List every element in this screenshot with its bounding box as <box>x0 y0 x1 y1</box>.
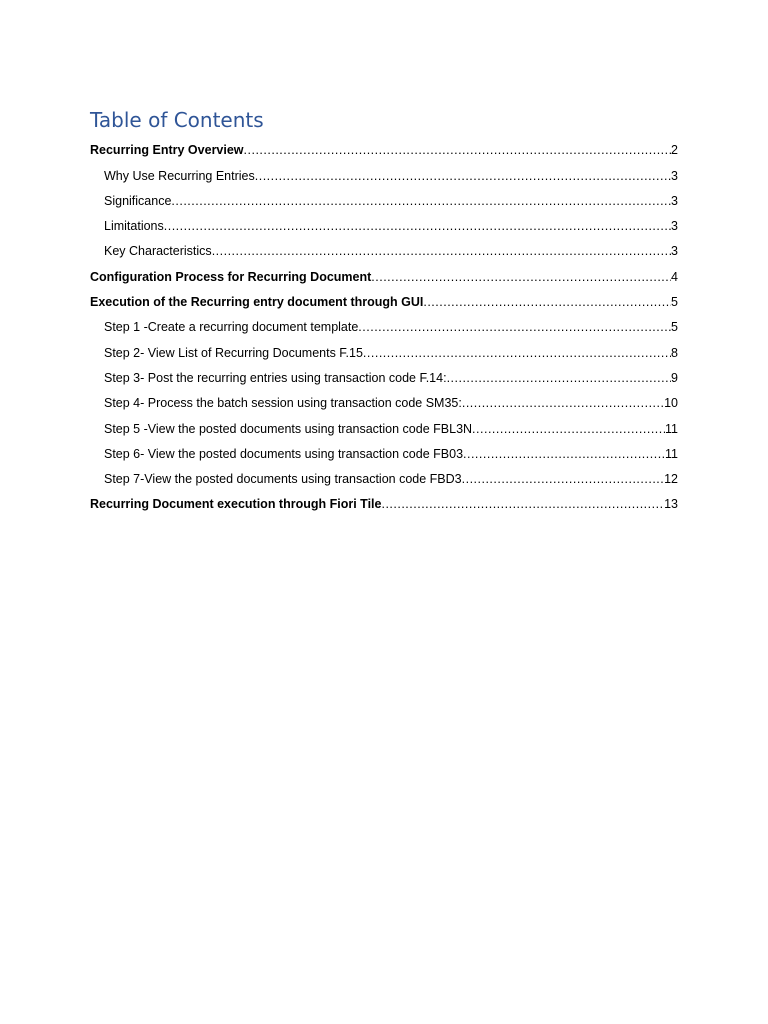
toc-entry-execution-through-gui[interactable] <box>90 286 678 311</box>
toc-entry-key-characteristics[interactable] <box>90 235 678 260</box>
toc-page-number: 3 <box>671 244 678 259</box>
toc-dot-leader <box>381 495 664 513</box>
toc-entry-label: Why Use Recurring Entries <box>104 168 255 183</box>
toc-entry-label: Execution of the Recurring entry document through GUI <box>90 295 424 310</box>
toc-dot-leader <box>447 369 671 387</box>
toc-dot-leader <box>212 242 671 260</box>
toc-heading: Table of Contents <box>90 108 264 132</box>
toc-entry-step-4[interactable] <box>90 387 678 412</box>
toc-entry-label: Recurring Document execution through Fiori Tile <box>90 497 382 512</box>
toc-page-number: 2 <box>671 143 678 158</box>
toc-entry-label: Limitations <box>104 219 164 234</box>
toc-page-number: 4 <box>671 269 678 284</box>
toc-list <box>90 134 678 513</box>
toc-entry-label: Step 2- View List of Recurring Documents F.15 <box>104 345 363 360</box>
toc-entry-step-5[interactable] <box>90 412 678 437</box>
toc-dot-leader <box>423 293 671 311</box>
toc-dot-leader <box>462 394 664 412</box>
toc-page-number: 3 <box>671 219 678 234</box>
toc-entry-label: Step 5 -View the posted documents using transaction code FBL3N <box>104 421 473 436</box>
toc-dot-leader <box>472 420 665 438</box>
toc-dot-leader <box>358 318 671 336</box>
toc-page-number: 3 <box>671 193 678 208</box>
toc-dot-leader <box>462 470 664 488</box>
toc-entry-configuration-process[interactable] <box>90 260 678 285</box>
toc-entry-label: Step 1 -Create a recurring document template <box>104 320 359 335</box>
toc-entry-fiori-tile[interactable] <box>90 488 678 513</box>
toc-entry-step-3[interactable] <box>90 362 678 387</box>
toc-dot-leader <box>363 344 671 362</box>
toc-page-number: 9 <box>671 370 678 385</box>
toc-entry-why-use-recurring-entries[interactable] <box>90 159 678 184</box>
toc-page-number: 11 <box>665 421 678 436</box>
toc-entry-step-2[interactable] <box>90 336 678 361</box>
toc-entry-step-1[interactable] <box>90 311 678 336</box>
toc-dot-leader <box>244 141 672 159</box>
toc-entry-significance[interactable] <box>90 185 678 210</box>
toc-page-number: 3 <box>671 168 678 183</box>
toc-entry-label: Step 3- Post the recurring entries using transaction code F.14: <box>104 370 447 385</box>
toc-entry-recurring-entry-overview[interactable] <box>90 134 678 159</box>
toc-page-number: 5 <box>671 295 678 310</box>
toc-page-number: 5 <box>671 320 678 335</box>
toc-entry-label: Recurring Entry Overview <box>90 143 244 158</box>
toc-entry-limitations[interactable] <box>90 210 678 235</box>
toc-page-number: 13 <box>664 497 678 512</box>
toc-dot-leader <box>255 167 671 185</box>
toc-dot-leader <box>164 217 671 235</box>
toc-page-number: 10 <box>664 396 678 411</box>
toc-dot-leader <box>463 445 665 463</box>
toc-entry-step-7[interactable] <box>90 463 678 488</box>
toc-entry-label: Step 7-View the posted documents using transaction code FBD3 <box>104 472 462 487</box>
toc-entry-label: Significance <box>104 193 172 208</box>
toc-entry-label: Configuration Process for Recurring Document <box>90 269 372 284</box>
toc-page-number: 8 <box>671 345 678 360</box>
toc-page-number: 12 <box>664 472 678 487</box>
toc-page-number: 11 <box>665 446 678 461</box>
toc-entry-step-6[interactable] <box>90 438 678 463</box>
toc-dot-leader <box>171 192 671 210</box>
toc-dot-leader <box>371 268 671 286</box>
toc-entry-label: Step 4- Process the batch session using transaction code SM35: <box>104 396 462 411</box>
toc-entry-label: Key Characteristics <box>104 244 212 259</box>
toc-entry-label: Step 6- View the posted documents using transaction code FB03 <box>104 446 464 461</box>
